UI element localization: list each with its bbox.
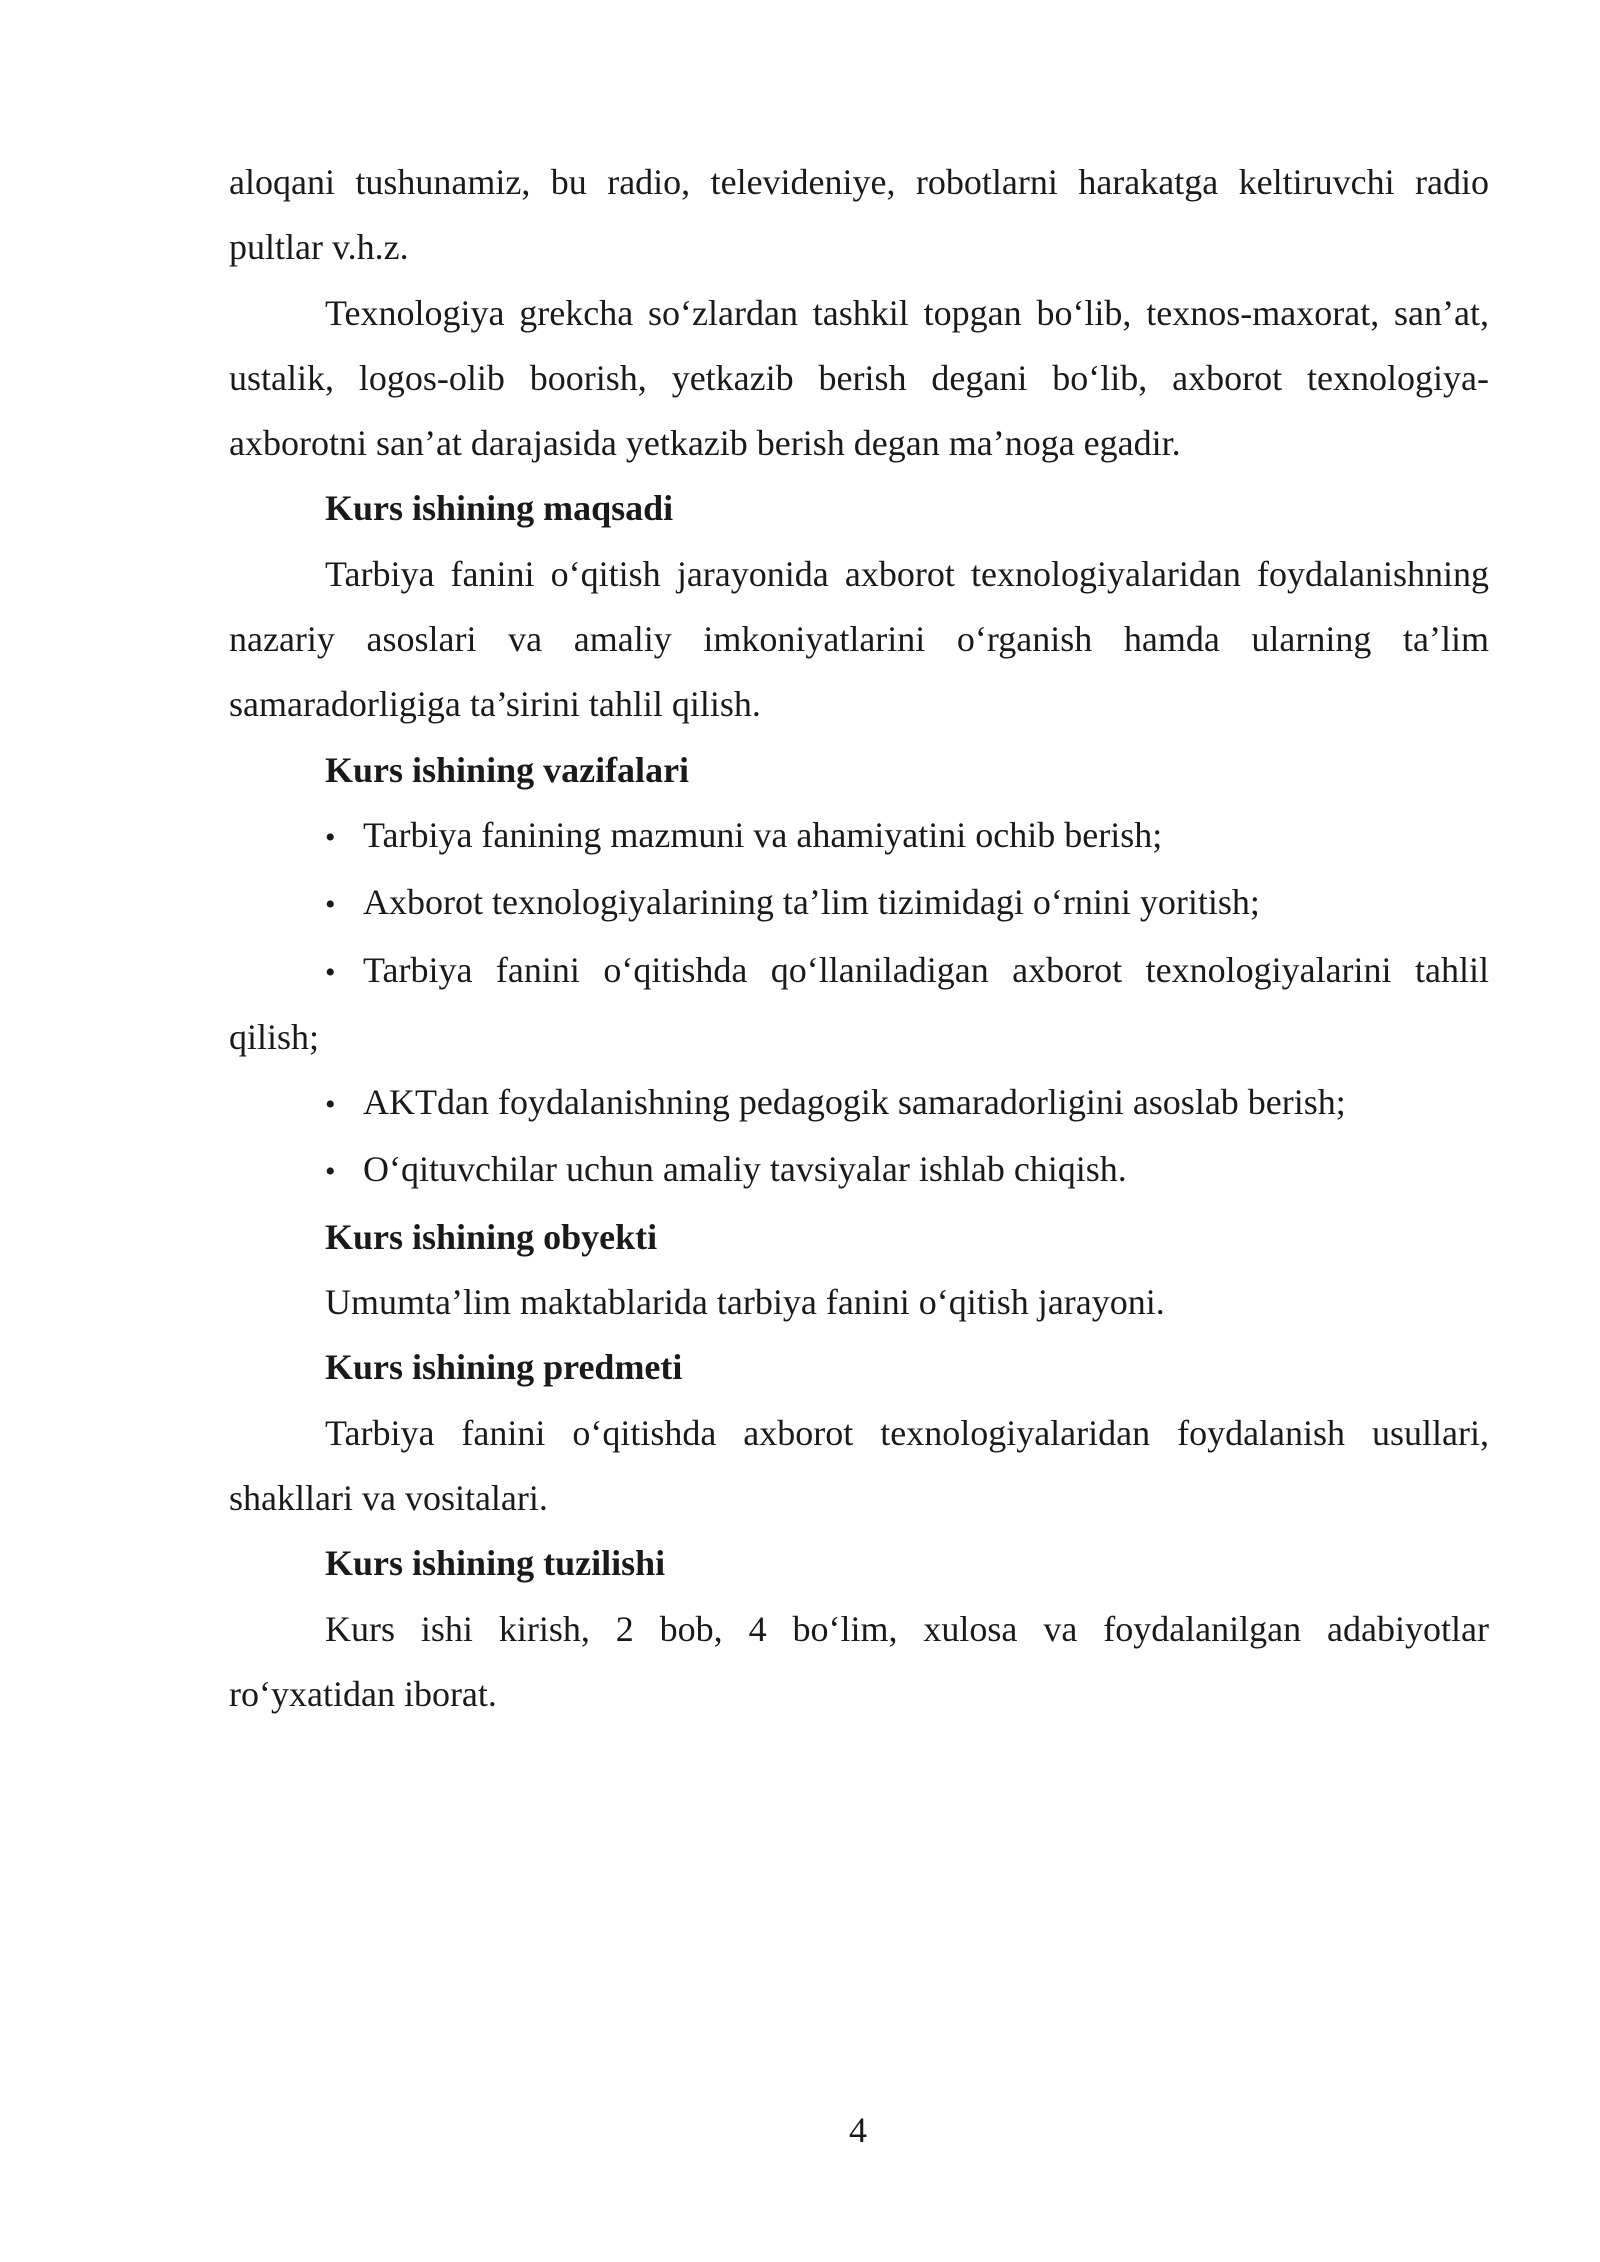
bullet-icon: •: [325, 955, 336, 989]
task-item-text: Tarbiya fanini o‘qitishda qo‘llaniladigan axborot texnologiyalarini tahlil qilish;: [229, 949, 1489, 1057]
technology-definition-paragraph: Texnologiya grekcha so‘zlardan tashkil topgan bo‘lib, texnos-maxorat, san’at, ustalik, logos-olib boorish, yetkazib berish degani bo‘lib, axborot texnologiya-axborotni san’at darajasida yetkazib berish degan ma’noga egadir.: [229, 292, 1489, 464]
structure-text: Kurs ishi kirish, 2 bob, 4 bo‘lim, xulosa va foydalanilgan adabiyotlar ro‘yxatidan iborat.: [229, 1608, 1489, 1714]
subject-text: Tarbiya fanini o‘qitishda axborot texnologiyalaridan foydalanish usullari, shakllari va vositalari.: [229, 1412, 1489, 1518]
goal-heading: Kurs ishining maqsadi: [325, 488, 674, 529]
intro-paragraph-continued: aloqani tushunamiz, bu radio, televideniye, robotlarni harakatga keltiruvchi radio pultlar v.h.z.: [229, 162, 1489, 268]
task-item: [229, 938, 1489, 1071]
bullet-icon: •: [325, 1088, 336, 1122]
tasks-heading: Kurs ishining vazifalari: [325, 749, 690, 790]
task-item: [229, 870, 1489, 937]
bullet-icon: •: [325, 820, 336, 854]
subject-heading: Kurs ishining predmeti: [325, 1347, 683, 1388]
task-item-text: O‘qituvchilar uchun amaliy tavsiyalar ishlab chiqish.: [363, 1149, 1127, 1190]
object-text: Umumta’lim maktablarida tarbiya fanini o‘qitish jarayoni.: [325, 1282, 1165, 1323]
task-item-text: Tarbiya fanining mazmuni va ahamiyatini ochib berish;: [363, 814, 1163, 855]
task-item-text: Axborot texnologiyalarining ta’lim tizimidagi o‘rnini yoritish;: [363, 882, 1260, 923]
task-item: [229, 1137, 1489, 1204]
document-page: [229, 150, 1489, 1727]
object-heading: Kurs ishining obyekti: [325, 1216, 658, 1257]
goal-text: Tarbiya fanini o‘qitish jarayonida axborot texnologiyalaridan foydalanishning nazariy asoslari va amaliy imkoniyatlarini o‘rganish hamda ularning ta’lim samaradorligiga ta’sirini tahlil qilish.: [229, 553, 1489, 725]
task-item: [229, 803, 1489, 870]
page-number: 4: [849, 2110, 867, 2150]
bullet-icon: •: [325, 1155, 336, 1189]
bullet-icon: •: [325, 888, 336, 922]
task-item: [229, 1070, 1489, 1137]
task-item-text: AKTdan foydalanishning pedagogik samaradorligini asoslab berish;: [363, 1082, 1346, 1123]
structure-heading: Kurs ishining tuzilishi: [325, 1543, 666, 1584]
